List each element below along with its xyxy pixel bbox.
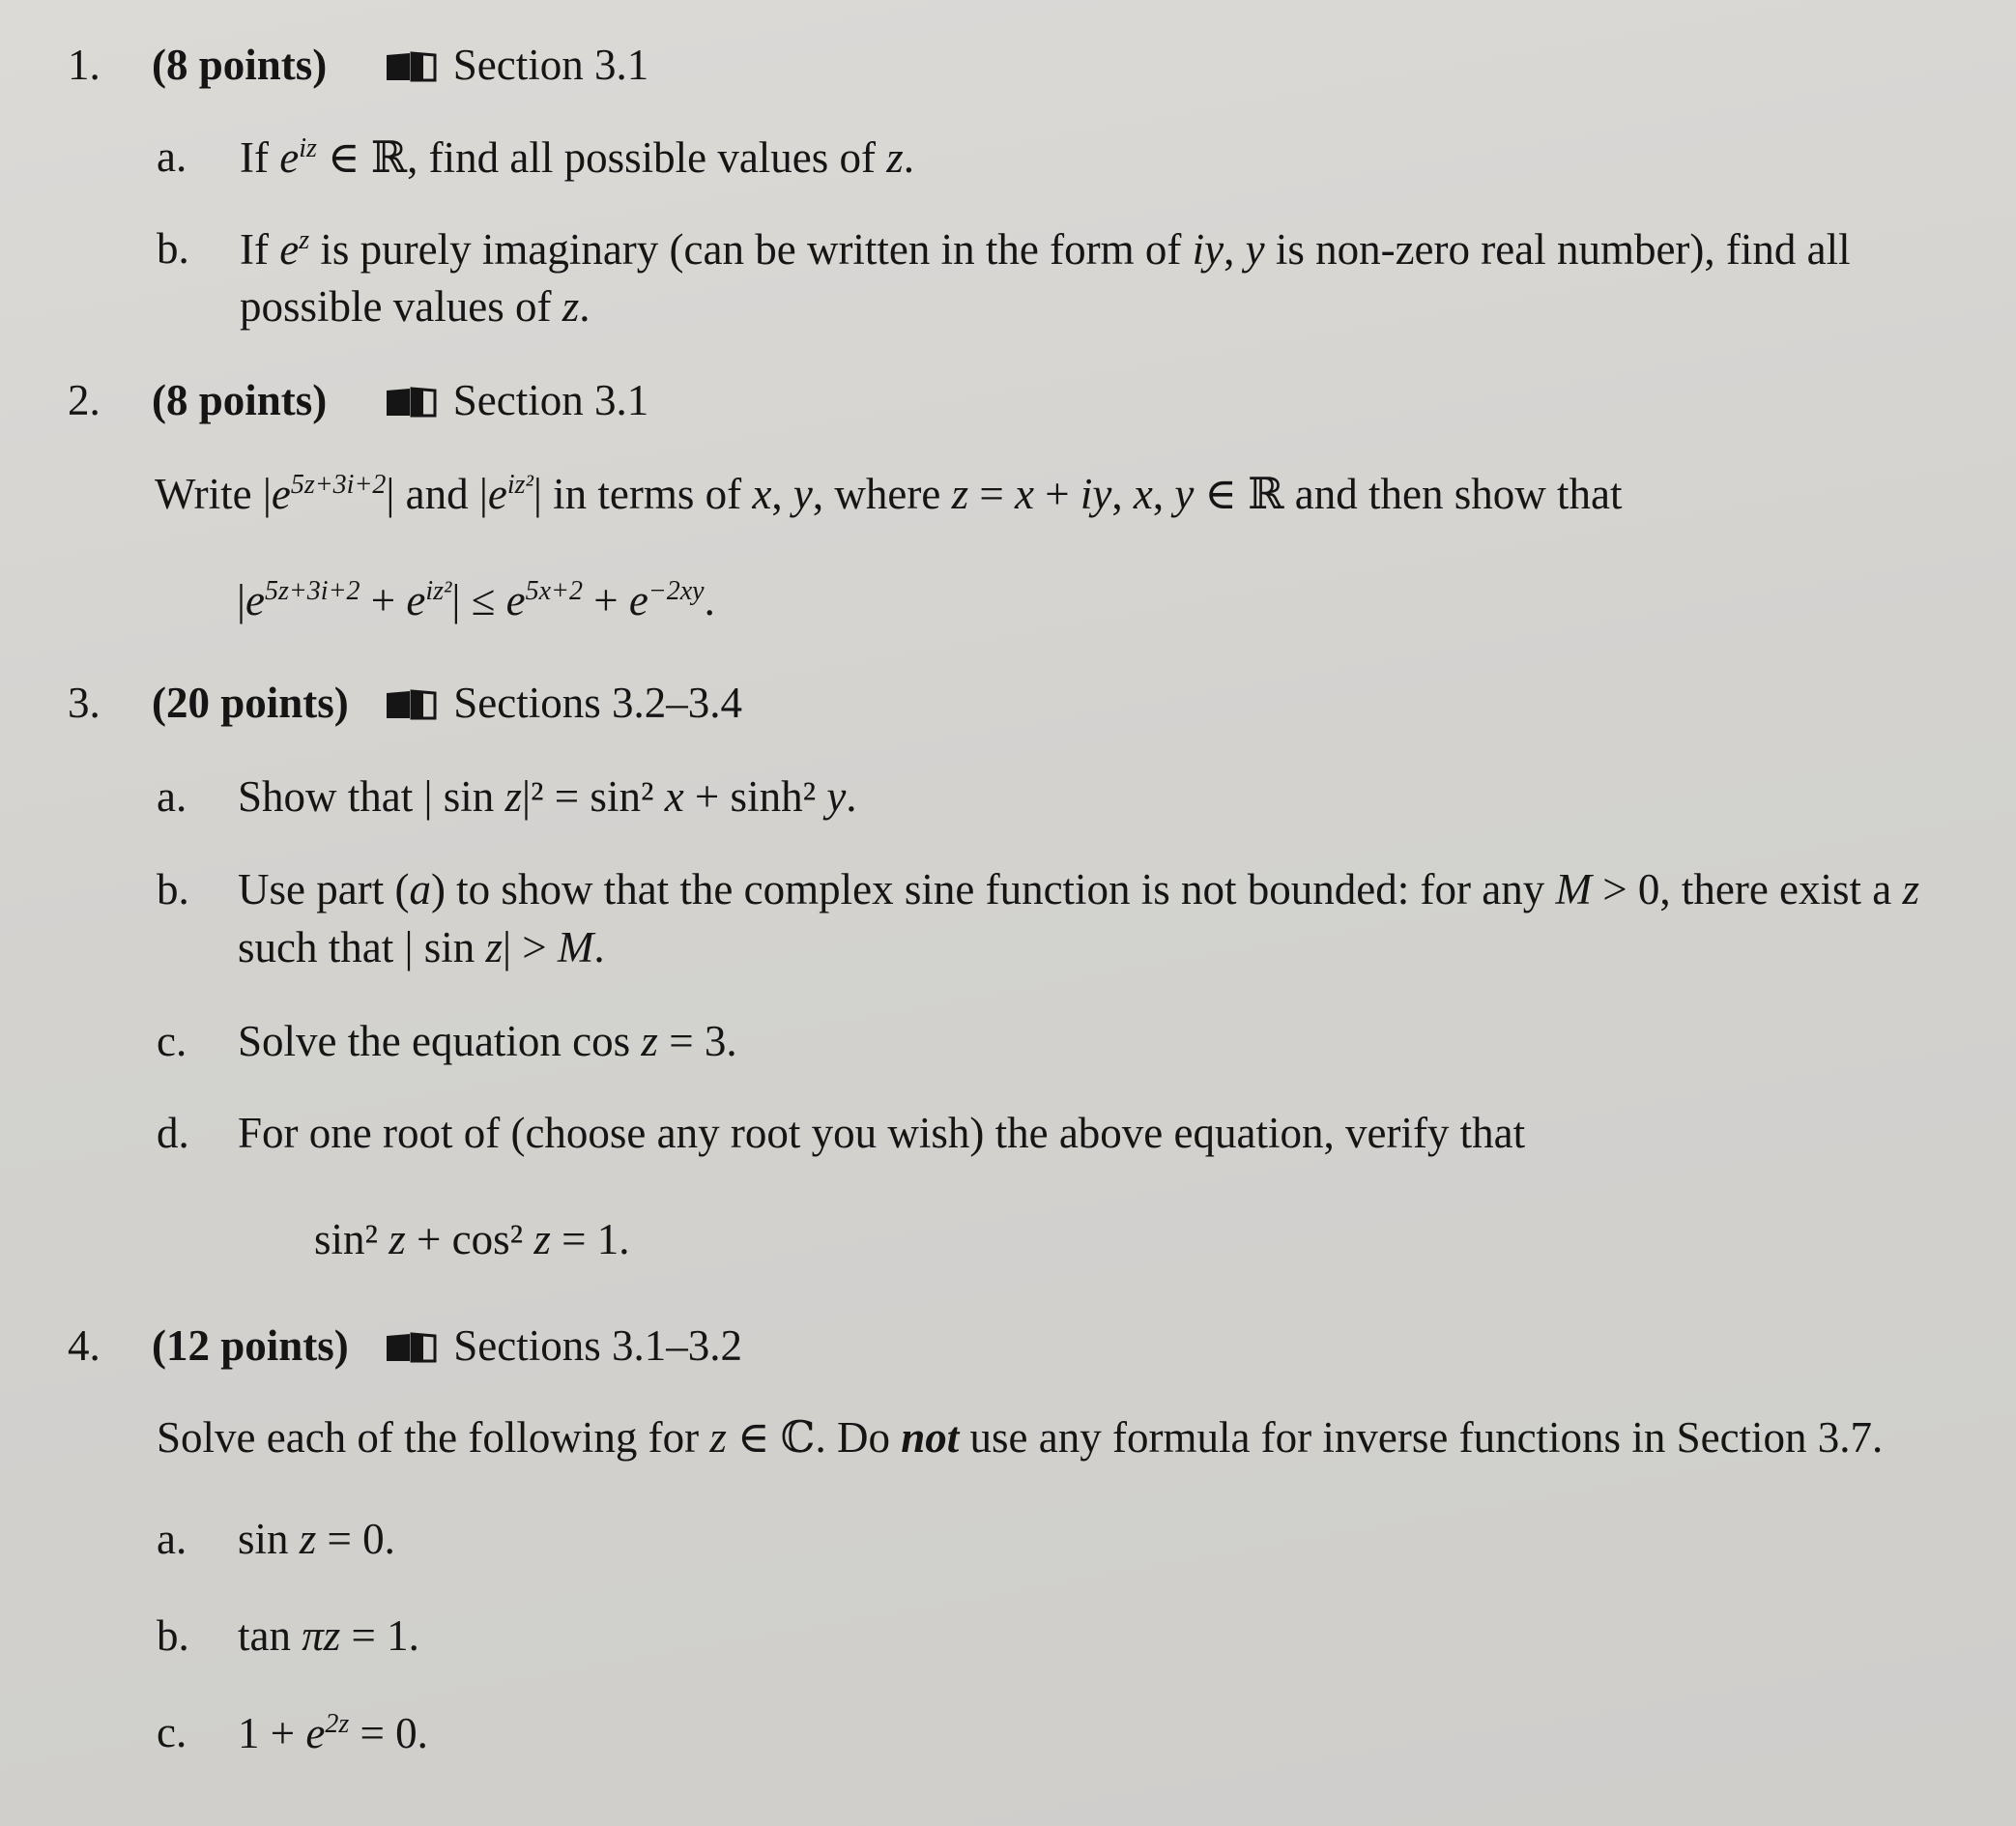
part-text: Use part (a) to show that the complex sine function is not bounded: for any M > 0, there exist a z bbox=[238, 865, 1920, 913]
problem-4b bbox=[157, 1611, 419, 1660]
problem-points: (12 points) bbox=[152, 1321, 349, 1370]
part-letter: a. bbox=[157, 132, 187, 181]
part-text: $1 + e^{2z} = 0$. bbox=[238, 1709, 428, 1757]
part-letter: a. bbox=[157, 1515, 187, 1563]
problem-3d bbox=[157, 1109, 1526, 1157]
problem-2-header bbox=[68, 376, 649, 424]
part-letter: b. bbox=[157, 224, 189, 273]
problem-1-header bbox=[68, 43, 648, 87]
part-letter: b. bbox=[157, 1611, 189, 1660]
problem-points: (8 points) bbox=[152, 376, 328, 424]
part-text-continued: possible values of z. bbox=[240, 282, 590, 331]
problem-4c bbox=[157, 1708, 428, 1757]
part-text: If $e^z$ is purely imaginary (can be written in the form of iy, y is non-zero real number), find all bbox=[240, 225, 1851, 274]
problem-3-header bbox=[68, 681, 742, 725]
problem-4-header bbox=[68, 1321, 743, 1370]
part-text-continued: such that | sin z| > M. bbox=[238, 923, 605, 971]
problem-number: 1. bbox=[68, 41, 101, 89]
problem-2-inequality: $|e^{5z+3i+2} + e^{iz^2}| \le e^{5x+2} + e^{-2xy}$. bbox=[237, 576, 715, 624]
problem-points: (20 points) bbox=[152, 679, 349, 727]
section-reference: Section 3.1 bbox=[452, 41, 649, 89]
problem-3a bbox=[157, 772, 857, 821]
problem-points: (8 points) bbox=[152, 41, 328, 89]
section-reference: Sections 3.2–3.4 bbox=[453, 679, 743, 727]
problem-number: 2. bbox=[68, 376, 101, 424]
book-icon bbox=[385, 1332, 437, 1363]
problem-number: 4. bbox=[68, 1321, 101, 1370]
problem-4-intro: Solve each of the following for z ∈ ℂ. Do not use any formula for inverse functions in Section 3.7. bbox=[157, 1413, 1884, 1462]
part-text: For one root of (choose any root you wish) the above equation, verify that bbox=[238, 1109, 1526, 1157]
problem-4a bbox=[157, 1515, 395, 1563]
part-text: sin z = 0. bbox=[238, 1515, 395, 1563]
part-letter: a. bbox=[157, 772, 187, 821]
part-text: If $e^{iz}$ ∈ ℝ, find all possible values of z. bbox=[240, 133, 915, 182]
problem-2-intro: Write $|e^{5z+3i+2}|$ and $|e^{iz^2}|$ in terms of x, y, where z = x + iy, x, y ∈ ℝ and then show that bbox=[155, 470, 1623, 518]
part-text: tan πz = 1. bbox=[238, 1611, 419, 1660]
problem-3b bbox=[157, 865, 1920, 971]
problem-3d-identity: sin² z + cos² z = 1. bbox=[314, 1215, 630, 1263]
part-text: Show that | sin z|² = sin² x + sinh² y. bbox=[238, 772, 857, 821]
part-text: Solve the equation cos z = 3. bbox=[238, 1017, 737, 1065]
part-letter: c. bbox=[157, 1708, 187, 1756]
part-letter: d. bbox=[157, 1109, 189, 1157]
problem-1a bbox=[157, 132, 915, 182]
part-letter: b. bbox=[157, 865, 189, 913]
problem-3c bbox=[157, 1017, 737, 1065]
problem-number: 3. bbox=[68, 679, 101, 727]
part-letter: c. bbox=[157, 1017, 187, 1065]
problem-1b bbox=[157, 224, 1851, 331]
book-icon bbox=[385, 387, 437, 418]
book-icon bbox=[385, 51, 437, 82]
book-icon bbox=[385, 689, 437, 720]
section-reference: Sections 3.1–3.2 bbox=[453, 1321, 743, 1370]
section-reference: Section 3.1 bbox=[452, 376, 649, 424]
